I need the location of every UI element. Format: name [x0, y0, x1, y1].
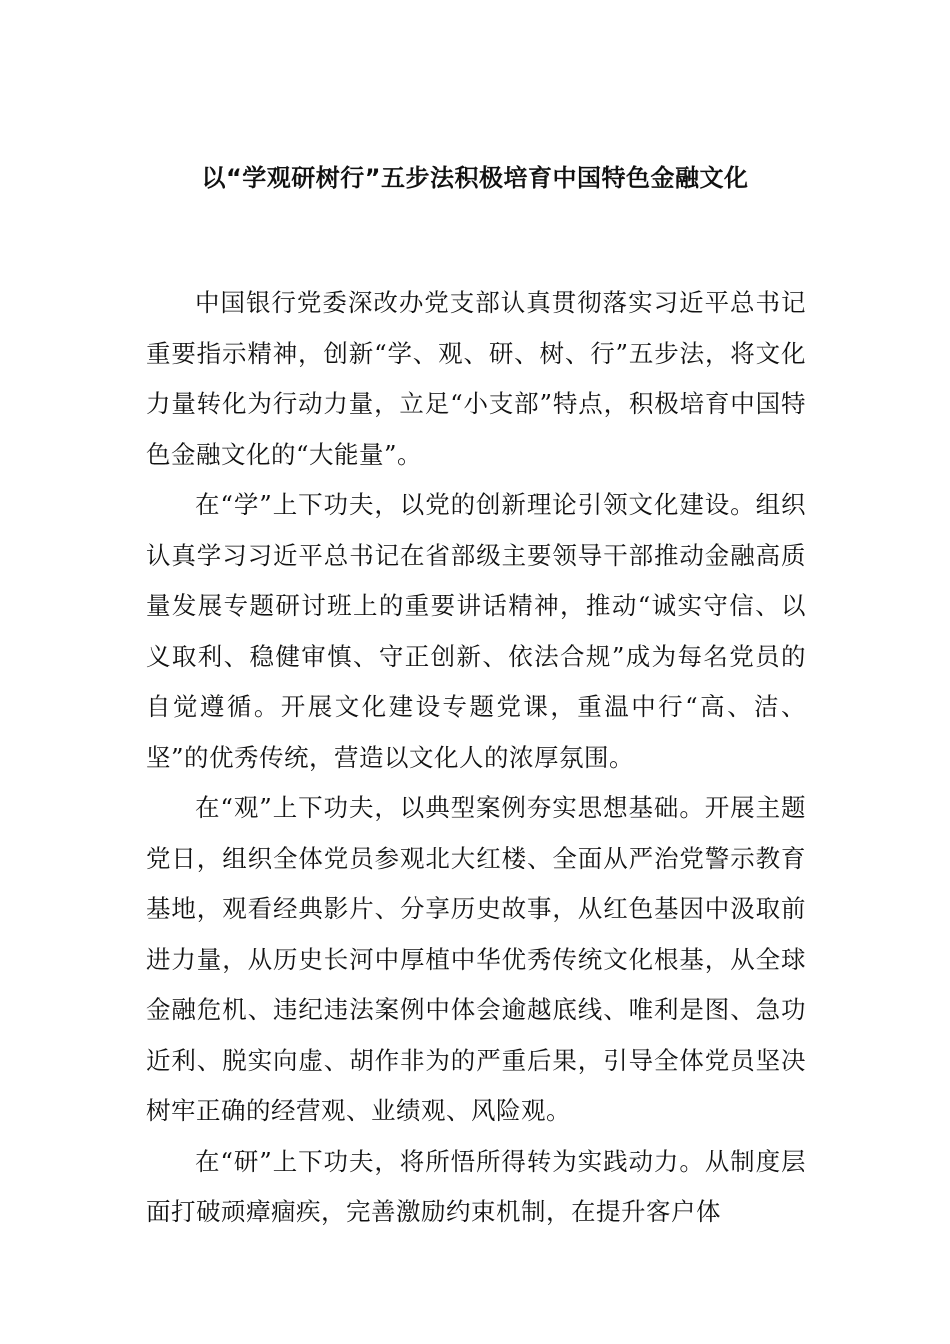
paragraph-guan: 在“观”上下功夫，以典型案例夯实思想基础。开展主题党日，组织全体党员参观北大红楼、全面从严治党警示教育基地，观看经典影片、分享历史故事，从红色基因中汲取前进力量，从历史长河中厚植中华优秀传统文化根基，从全球金融危机、违纪违法案例中体会逾越底线、唯利是图、急功近利、脱实向虚、胡作非为的严重后果，引导全体党员坚决树牢正确的经营观、业绩观、风险观。 — [146, 793, 806, 1125]
paragraph-intro: 中国银行党委深改办党支部认真贯彻落实习近平总书记重要指示精神，创新“学、观、研、树、行”五步法，将文化力量转化为行动力量，立足“小支部”特点，积极培育中国特色金融文化的“大能量”。 — [146, 288, 806, 469]
document-title: 以“学观研树行”五步法积极培育中国特色金融文化 — [201, 164, 749, 192]
paragraph-xue: 在“学”上下功夫，以党的创新理论引领文化建设。组织认真学习习近平总书记在省部级主要领导干部推动金融高质量发展专题研讨班上的重要讲话精神，推动“诚实守信、以义取利、稳健审慎、守正创新、依法合规”成为每名党员的自觉遵循。开展文化建设专题党课，重温中行“高、洁、坚”的优秀传统，营造以文化人的浓厚氛围。 — [146, 490, 806, 772]
paragraph-yan: 在“研”上下功夫，将所悟所得转为实践动力。从制度层面打破顽瘴痼疾，完善激励约束机制，在提升客户体 — [146, 1146, 806, 1226]
document-body — [146, 278, 806, 1238]
